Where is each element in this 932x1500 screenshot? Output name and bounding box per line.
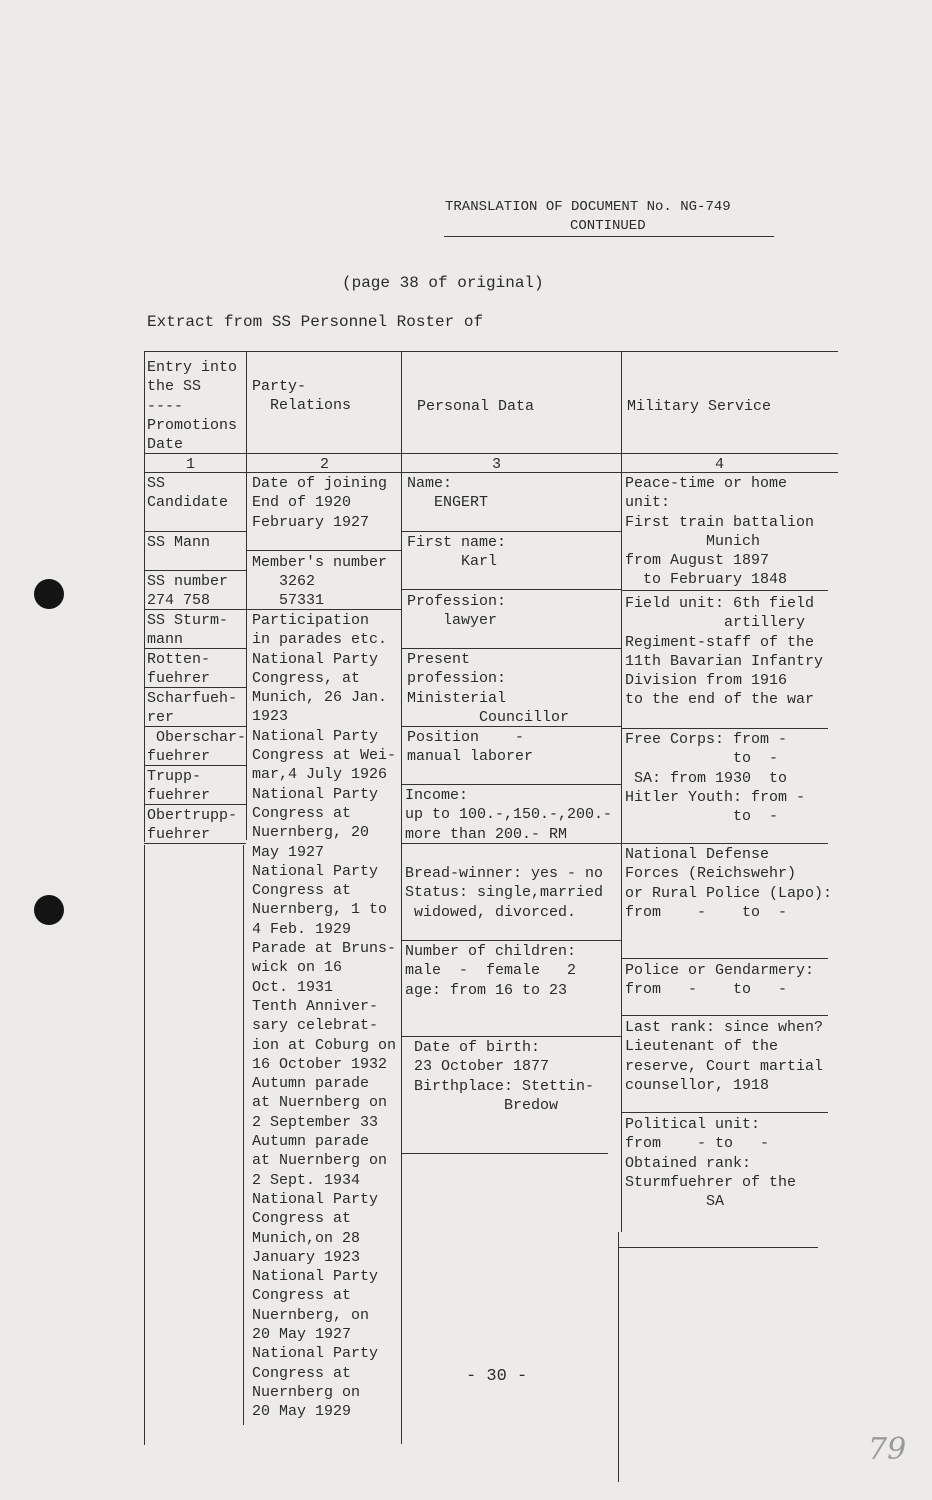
col4-rule: [622, 1015, 828, 1016]
left-border: [144, 352, 145, 842]
col1-entry-ssmann: SS Mann: [147, 534, 211, 551]
col4-field-unit: Field unit: 6th field artillery Regiment-staff of the 11th Bavarian Infantry Division from 1916 to the end of the war: [625, 595, 824, 709]
col3-present-profession: Present profession: Ministerial Councillor: [407, 651, 570, 726]
col2-rule: [247, 609, 401, 610]
header-col4: Military Service: [627, 398, 772, 415]
col3-rule: [402, 1153, 608, 1154]
col1-entry-candidate: SS Candidate: [147, 475, 229, 512]
col3-breadwinner: Bread-winner: yes - no Status: single,married widowed, divorced.: [405, 865, 604, 921]
col1-entry-ssnumber: SS number 274 758: [147, 573, 229, 610]
page-of-original: (page 38 of original): [342, 274, 544, 292]
col4-political: Political unit: from - to - Obtained rank: Sturmfuehrer of the SA: [625, 1116, 797, 1211]
col3-rule: [402, 726, 621, 727]
col4-peacetime: Peace-time or home unit: First train battalion Munich from August 1897 to February 1848: [625, 475, 815, 589]
handwritten-page-mark: 79: [868, 1432, 907, 1467]
col1-entry-truppfuehrer: Trupp- fuehrer: [147, 768, 211, 805]
number-row-rule: [144, 472, 838, 473]
header-col1: Entry into the SS ---- Promotions Date: [147, 359, 238, 454]
col-divider-3: [621, 352, 622, 1232]
header-bottom-rule: [144, 453, 838, 454]
col1-entry-rottenfuehrer: Rotten- fuehrer: [147, 651, 211, 688]
col-number-3: 3: [492, 456, 502, 473]
col3-rule: [402, 940, 621, 941]
header-line2: CONTINUED: [570, 218, 646, 234]
col4-defense: National Defense Forces (Reichswehr) or Rural Police (Lapo): from - to -: [625, 846, 833, 921]
col1-tail-line: [144, 845, 145, 1445]
col4-rule: [622, 728, 828, 729]
col1-rule: [144, 726, 246, 727]
col3-position: Position - manual laborer: [407, 729, 534, 766]
col1-entry-scharfuehrer: Scharfueh- rer: [147, 690, 238, 727]
col1-rule: [144, 843, 246, 844]
col3-rule: [402, 784, 621, 785]
col2-participation: Participation in parades etc. National Party Congress, at Munich, 26 Jan. 1923 National Party Congress at Wei- mar,4 July 1926 National Party Congress at Nuernberg, 20 May 1927 National Party Congress at Nuernberg, 1 to 4 Feb. 1929 Parade at Bruns- wick on 16 Oct. 1931 Tenth Anniver- sary celebrat- ion at Coburg on 16 October 1932 Autumn parade at Nuernberg on 2 September 33 Autumn parade at Nuernberg on 2 Sept. 1934 National Party Congress at Munich,on 28 January 1923 National Party Congress at Nuernberg, on 20 May 1927 National Party Congress at Nuernberg on 20 May 1929: [252, 612, 397, 1421]
col4-rule: [622, 1112, 828, 1113]
punch-hole-bottom: [34, 895, 64, 925]
header-rule: [444, 236, 774, 237]
table-top-rule: [144, 351, 838, 352]
col2-joining: Date of joining End of 1920 February 1927: [252, 475, 388, 531]
extract-title: Extract from SS Personnel Roster of: [147, 313, 484, 331]
col1-rule: [144, 609, 246, 610]
col3-rule: [402, 843, 621, 844]
col1-rule: [144, 648, 246, 649]
header-col2: Party- Relations: [252, 378, 352, 415]
col2-member-values: 3262 57331: [279, 573, 325, 610]
col1-rule: [144, 531, 246, 532]
col3-rule: [402, 648, 621, 649]
col-number-2: 2: [320, 456, 330, 473]
col-number-1: 1: [186, 456, 196, 473]
col4-rule: [622, 958, 828, 959]
header-col3: Personal Data: [417, 398, 535, 415]
col3-rule: [402, 531, 621, 532]
header-line1: TRANSLATION OF DOCUMENT No. NG-749: [445, 199, 731, 215]
translation-header: [445, 198, 731, 236]
col4-rule: [622, 843, 828, 844]
col4-rule: [618, 1247, 818, 1248]
col3-children: Number of children: male - female 2 age: from 16 to 23: [405, 943, 577, 999]
col2-tail-line: [243, 845, 244, 1425]
col4-rule: [622, 590, 828, 591]
col4-last-rank: Last rank: since when? Lieutenant of the reserve, Court martial counsellor, 1918: [625, 1019, 824, 1094]
col3-name: Name: ENGERT: [407, 475, 489, 512]
col1-rule: [144, 765, 246, 766]
col2-member-label: Member's number: [252, 554, 388, 571]
col-divider-1: [246, 352, 247, 840]
col3-profession: Profession: lawyer: [407, 593, 507, 630]
col4-tail-line: [618, 1232, 619, 1482]
col3-birth: Date of birth: 23 October 1877 Birthplace: Stettin- Bredow: [414, 1039, 595, 1114]
col1-rule: [144, 570, 246, 571]
col3-rule: [402, 589, 621, 590]
col1-rule: [144, 687, 246, 688]
col-number-4: 4: [715, 456, 725, 473]
col1-entry-oberscharfuehrer: Oberschar- fuehrer: [147, 729, 247, 766]
col4-police: Police or Gendarmery: from - to -: [625, 962, 815, 999]
col1-rule: [144, 804, 246, 805]
col1-entry-obertruppfuehrer: Obertrupp- fuehrer: [147, 807, 238, 844]
col1-entry-sturmmann: SS Sturm- mann: [147, 612, 229, 649]
punch-hole-top: [34, 579, 64, 609]
col-divider-2: [401, 352, 402, 1444]
col3-first-name: First name: Karl: [407, 534, 507, 571]
col2-rule: [247, 550, 401, 551]
col3-rule: [402, 1036, 621, 1037]
col3-income: Income: up to 100.-,150.-,200.- more than 200.- RM: [405, 787, 613, 843]
page-number: - 30 -: [466, 1367, 528, 1386]
col4-free-corps: Free Corps: from - to - SA: from 1930 to Hitler Youth: from - to -: [625, 731, 806, 826]
